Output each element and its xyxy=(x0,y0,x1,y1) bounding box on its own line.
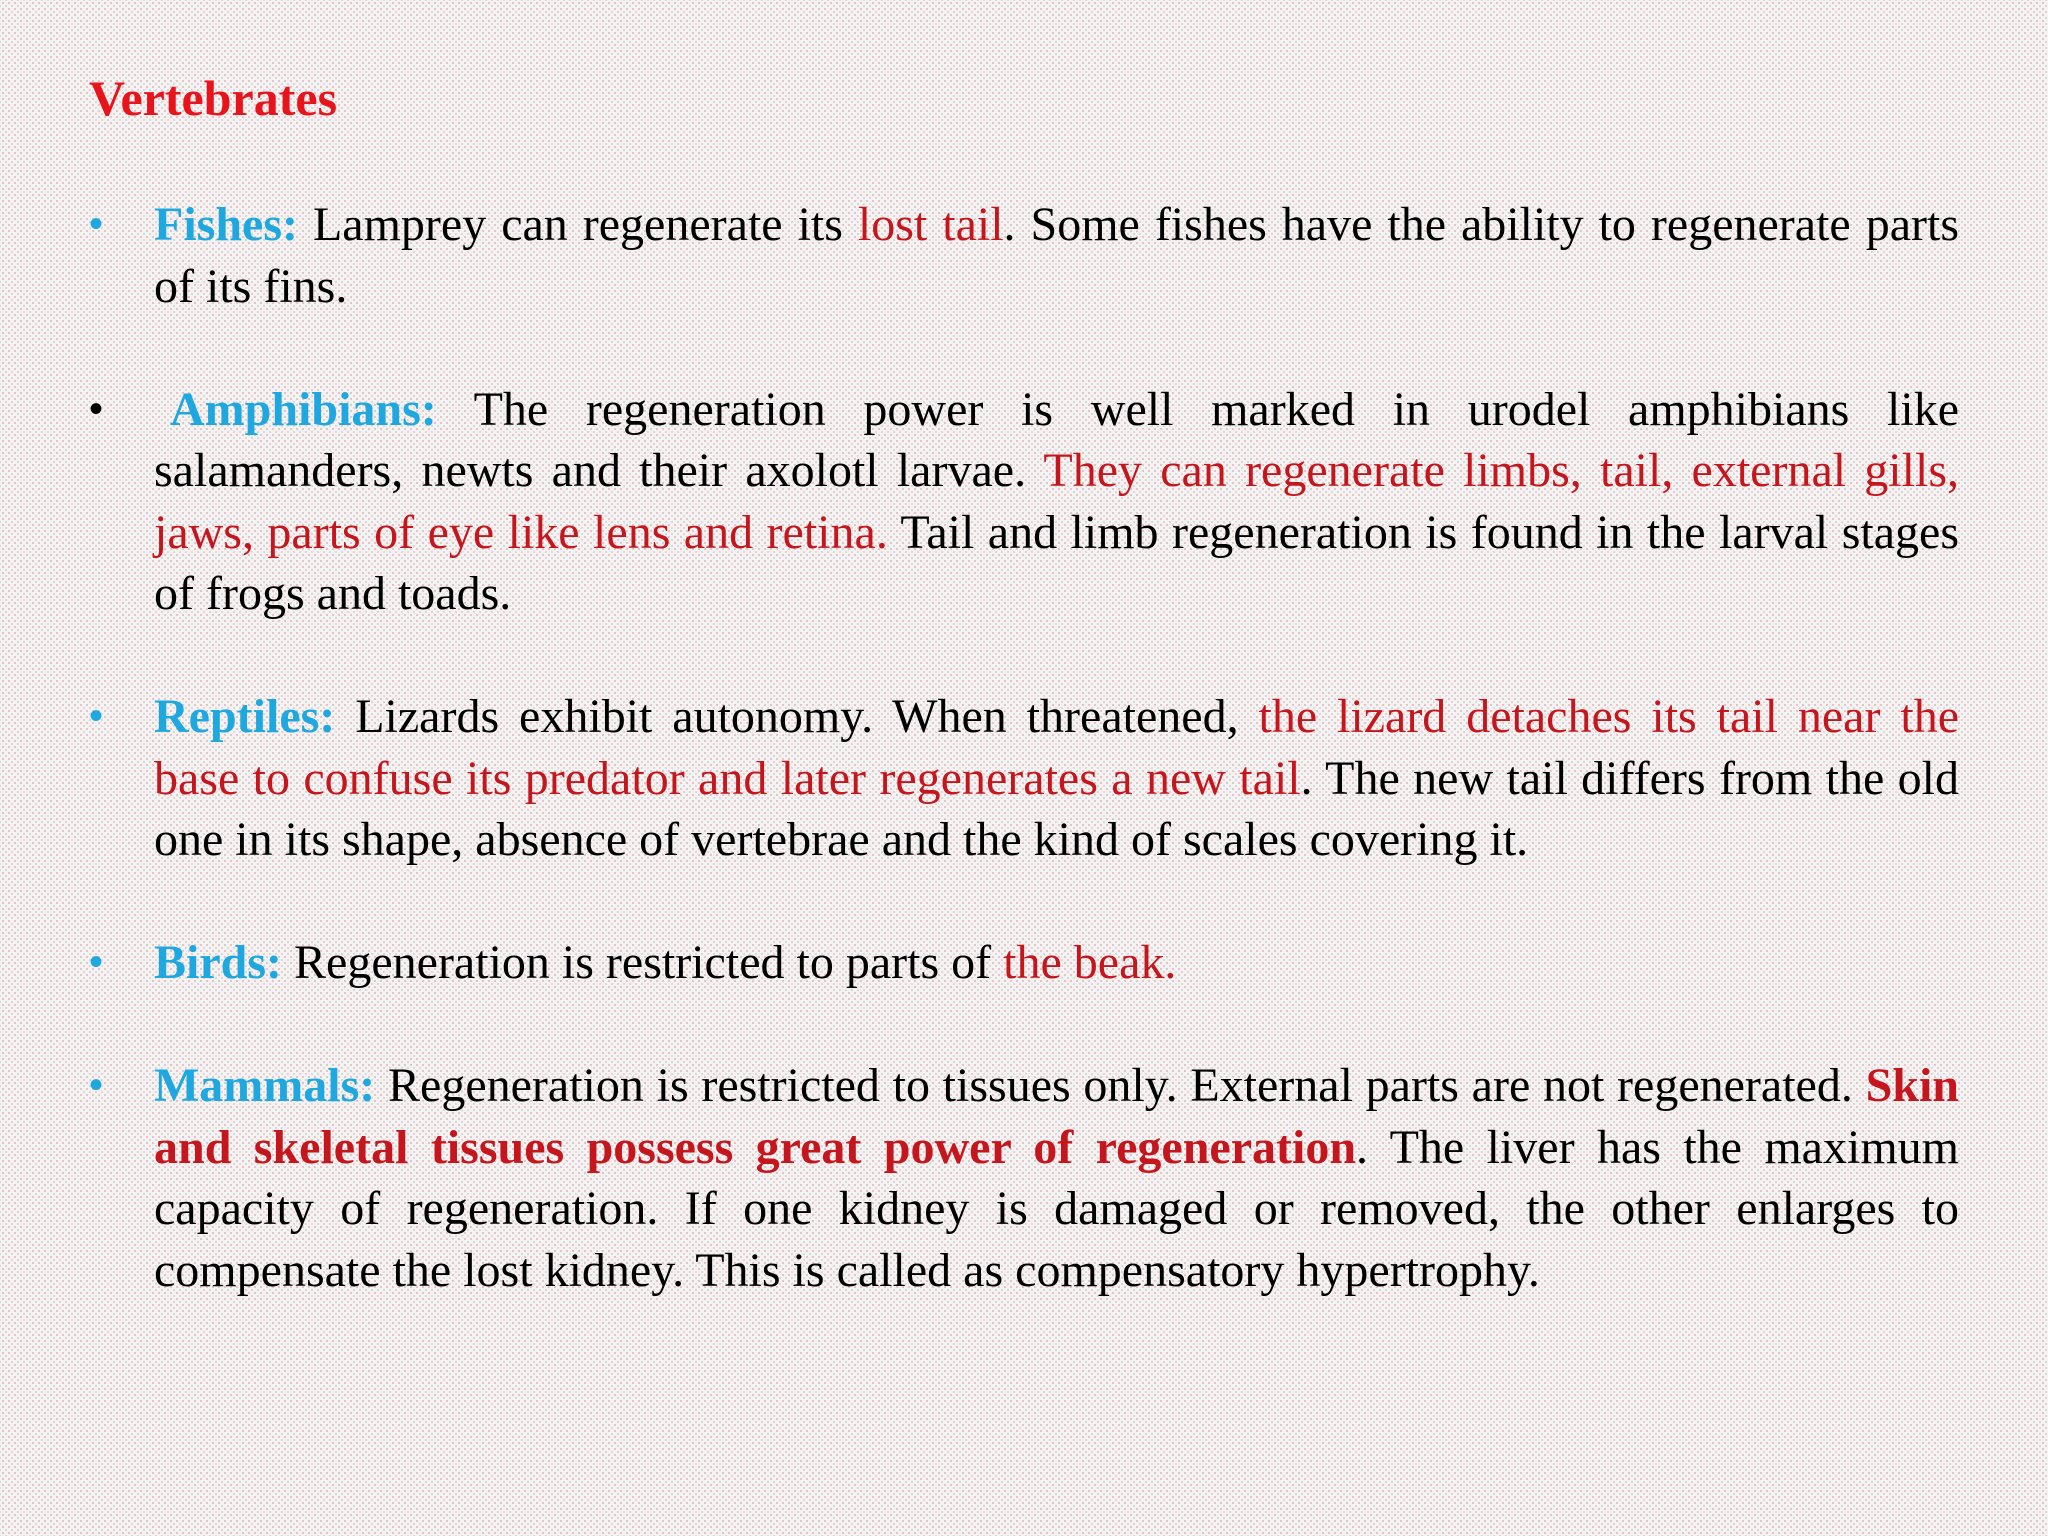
bullet-text: Regeneration is restricted to parts of xyxy=(282,936,1004,989)
bullet-marker: • xyxy=(89,694,104,738)
bullet-term-fishes: Fishes: xyxy=(154,198,298,251)
bullet-text: Lizards exhibit autonomy. When threatened, xyxy=(335,690,1259,743)
bullet-term-mammals: Mammals: xyxy=(154,1059,376,1112)
bullet-marker: • xyxy=(89,940,104,984)
bullet-item-fishes xyxy=(89,194,1959,317)
bullet-term-amphibians: Amphibians: xyxy=(170,382,437,436)
highlight-text: They can regenerate limbs, tail, external gills, jaws, parts of eye like lens and retina. xyxy=(154,444,1959,559)
bullet-item-reptiles xyxy=(89,686,1959,871)
bullet-text: Tail and limb regeneration is found in the larval stages of frogs and toads. xyxy=(154,505,1960,620)
bullet-text: The regeneration power is well marked in urodel amphibians like salamanders, newts and their axolotl larvae. xyxy=(154,382,1959,497)
bold-highlight-text: Skin and skeletal tissues possess great power of regeneration xyxy=(154,1059,1959,1174)
bullet-term-reptiles: Reptiles: xyxy=(154,690,336,743)
highlight-text: lost tail xyxy=(857,198,1004,251)
highlight-text: the lizard detaches its tail near the base to confuse its predator and later regenerates a new tail xyxy=(154,690,1959,805)
bullet-marker: • xyxy=(89,202,104,246)
bullet-list xyxy=(89,194,1959,1301)
bullet-text: Regeneration is restricted to tissues only. External parts are not regenerated. xyxy=(375,1059,1866,1112)
bullet-marker: • xyxy=(89,386,104,431)
bullet-item-mammals xyxy=(89,1055,1959,1301)
bullet-marker: • xyxy=(89,1063,104,1107)
bullet-text: . Some fishes have the ability to regenerate parts of its fins. xyxy=(154,198,1960,313)
bullet-text: . The liver has the maximum capacity of regeneration. If one kidney is damaged or removed, the other enlarges to compensate the lost kidney. This is called as compensatory hypertrophy. xyxy=(154,1120,1959,1297)
bullet-term-birds: Birds: xyxy=(154,936,283,989)
bullet-text: Lamprey can regenerate its xyxy=(298,198,858,251)
bullet-item-amphibians xyxy=(89,379,1959,625)
highlight-text: the beak. xyxy=(1003,936,1177,989)
bullet-item-birds xyxy=(89,932,1959,994)
slide-title: Vertebrates xyxy=(89,70,338,126)
bullet-text: . The new tail differs from the old one in its shape, absence of vertebrae and the kind of scales covering it. xyxy=(154,751,1960,866)
